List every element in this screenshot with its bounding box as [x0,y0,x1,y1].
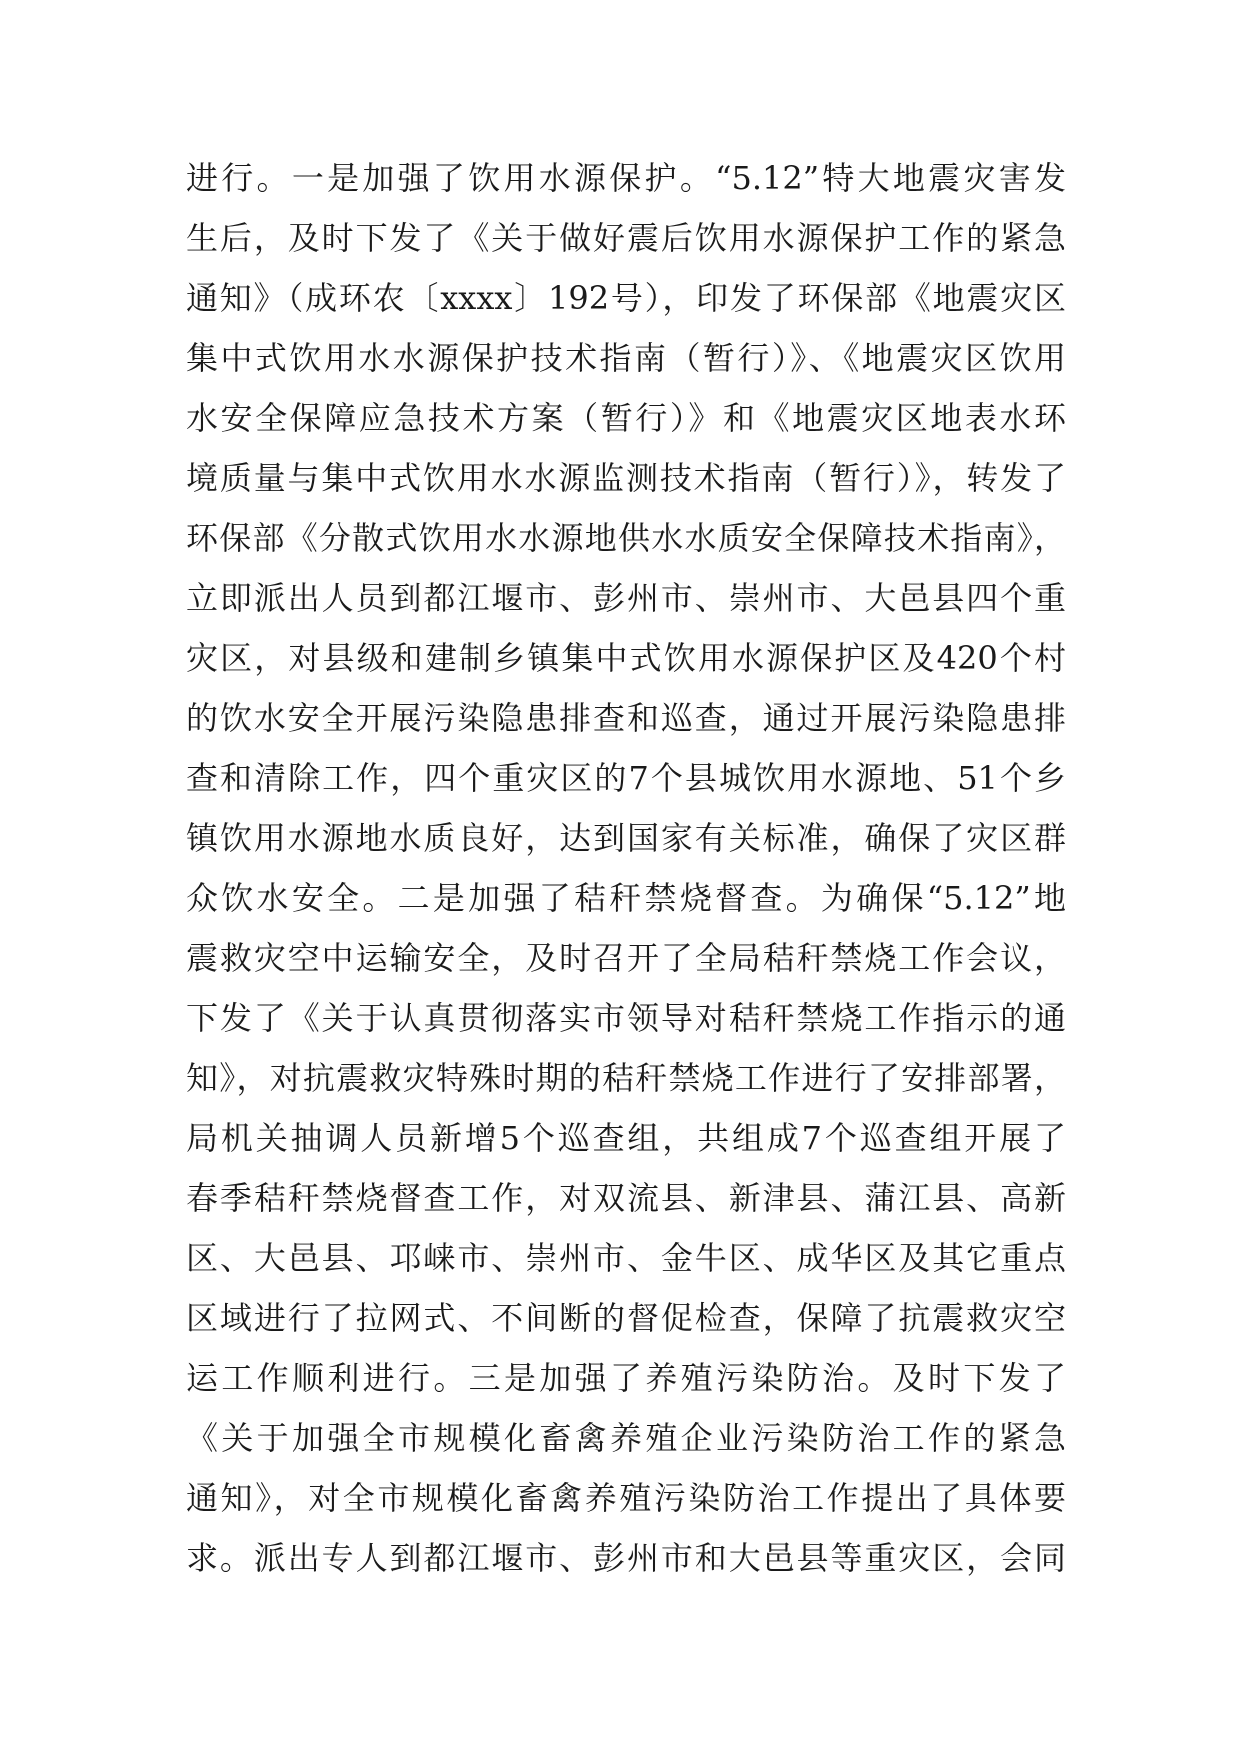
text-line: 环保部《分散式饮用水水源地供水水质安全保障技术指南》， [186,519,1066,557]
text-line: 通知》（成环农〔xxxx〕192号），印发了环保部《地震灾区 [186,279,1066,317]
text-line: 局机关抽调人员新增5个巡查组，共组成7个巡查组开展了 [186,1119,1066,1157]
text-line: 立即派出人员到都江堰市、彭州市、崇州市、大邑县四个重 [186,579,1066,617]
text-line: 生后，及时下发了《关于做好震后饮用水源保护工作的紧急 [186,219,1066,257]
text-line: 境质量与集中式饮用水水源监测技术指南（暂行）》，转发了 [186,459,1066,497]
text-line: 震救灾空中运输安全，及时召开了全局秸秆禁烧工作会议， [186,939,1066,977]
text-line: 《关于加强全市规模化畜禽养殖企业污染防治工作的紧急 [186,1419,1066,1457]
text-line: 众饮水安全。二是加强了秸秆禁烧督查。为确保“5.12”地 [186,879,1066,917]
text-line: 查和清除工作，四个重灾区的7个县城饮用水源地、51个乡 [186,759,1066,797]
body-paragraph [186,148,1066,1588]
text-line: 下发了《关于认真贯彻落实市领导对秸秆禁烧工作指示的通 [186,999,1066,1037]
text-line: 区域进行了拉网式、不间断的督促检查，保障了抗震救灾空 [186,1299,1066,1337]
text-line: 通知》，对全市规模化畜禽养殖污染防治工作提出了具体要 [186,1479,1066,1517]
text-line: 水安全保障应急技术方案（暂行）》和《地震灾区地表水环 [186,399,1066,437]
text-line: 进行。一是加强了饮用水源保护。“5.12”特大地震灾害发 [186,159,1066,197]
text-line: 求。派出专人到都江堰市、彭州市和大邑县等重灾区，会同 [186,1539,1066,1577]
text-line: 知》，对抗震救灾特殊时期的秸秆禁烧工作进行了安排部署， [186,1059,1066,1097]
text-line: 灾区，对县级和建制乡镇集中式饮用水源保护区及420个村 [186,639,1066,677]
text-line: 集中式饮用水水源保护技术指南（暂行）》、《地震灾区饮用 [186,339,1066,377]
text-line: 区、大邑县、邛崃市、崇州市、金牛区、成华区及其它重点 [186,1239,1066,1277]
text-line: 的饮水安全开展污染隐患排查和巡查，通过开展污染隐患排 [186,699,1066,737]
text-line: 运工作顺利进行。三是加强了养殖污染防治。及时下发了 [186,1359,1066,1397]
text-line: 镇饮用水源地水质良好，达到国家有关标准，确保了灾区群 [186,819,1066,857]
text-line: 春季秸秆禁烧督查工作，对双流县、新津县、蒲江县、高新 [186,1179,1066,1217]
